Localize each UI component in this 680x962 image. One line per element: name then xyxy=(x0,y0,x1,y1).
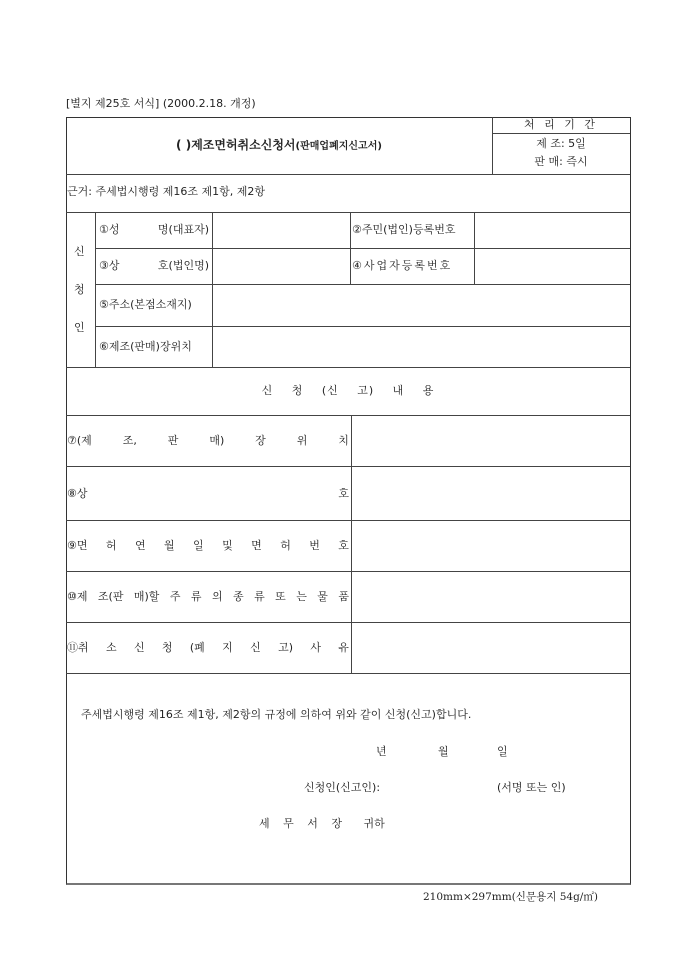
content-row-label-token: 또 xyxy=(275,590,286,603)
applicant-label-3: 인 xyxy=(74,321,85,334)
address-input[interactable] xyxy=(213,285,629,325)
content-row-label-token: 주 xyxy=(169,590,181,603)
paper-spec: 210mm×297mm(신문용지 54g/㎡) xyxy=(423,891,598,903)
content-row-label-token: 매) xyxy=(209,434,225,447)
form-title xyxy=(66,138,492,154)
addressee-suffix: 귀하 xyxy=(363,817,385,830)
content-row-label-token: ⑪취 xyxy=(67,641,89,654)
content-row-label-token: 허 xyxy=(280,539,291,552)
processing-period-sale: 판 매: 즉시 xyxy=(534,155,588,168)
name-field-label xyxy=(99,223,209,237)
content-row-label-token: 월 xyxy=(164,539,175,552)
form-number-note: [별지 제25호 서식] (2000.2.18. 개정) xyxy=(66,97,256,110)
content-row-label-token: 매)할 xyxy=(133,590,160,603)
content-row-label-token: 신 xyxy=(133,641,145,654)
content-row-label-token: 종 xyxy=(233,590,244,603)
content-row-label-token: 류 xyxy=(190,590,202,603)
trade-name-label-right: 호(법인명) xyxy=(157,259,209,272)
biz-no-label: ④사업자등록번호 xyxy=(352,259,453,272)
content-row-label-token: 및 xyxy=(222,539,233,552)
content-row-label-token: 면 xyxy=(251,539,262,552)
content-row-label-token: 호 xyxy=(338,487,349,500)
content-row-label-token: 허 xyxy=(105,539,117,552)
content-row-label-token: 고) xyxy=(278,641,293,654)
content-row-label-token: 청 xyxy=(161,641,173,654)
content-row-label xyxy=(67,590,349,604)
trade-name-label-left: 상 xyxy=(108,259,120,272)
trade-name-num: ③ xyxy=(99,259,109,272)
content-row-label-token: 치 xyxy=(338,434,349,447)
reg-no-input[interactable] xyxy=(475,213,629,247)
location-content-input[interactable] xyxy=(352,416,629,465)
content-row-label-token: 장 xyxy=(255,434,266,447)
license-date-number-input[interactable] xyxy=(352,521,629,570)
form-title-main: ( )제조면허취소신청서 xyxy=(176,138,296,152)
reg-no-label: ②주민(법인)등록번호 xyxy=(352,223,456,236)
content-row-label xyxy=(67,539,349,553)
content-row-label-token: 연 xyxy=(134,539,146,552)
biz-no-input[interactable] xyxy=(475,249,629,283)
trade-name-field-label xyxy=(99,259,209,273)
name-input[interactable] xyxy=(213,213,349,247)
content-row-label-token: 조, xyxy=(122,434,137,447)
form-title-sub: (판매업폐지신고서) xyxy=(295,141,382,152)
content-row-label-token: 지 xyxy=(222,641,233,654)
content-row-label-token: ⑨면 xyxy=(67,539,88,552)
trade-name-content-input[interactable] xyxy=(352,467,629,519)
applicant-label-2: 청 xyxy=(74,283,85,296)
signer-label: 신청인(신고인): xyxy=(304,781,381,794)
declaration-text: 주세법시행령 제16조 제1항, 제2항의 규정에 의하여 위와 같이 신청(신고)합니다. xyxy=(81,708,472,721)
content-row-label-token: 물 xyxy=(317,590,328,603)
content-row-label-token: 일 xyxy=(193,539,204,552)
content-row-label-token: ⑧상 xyxy=(67,487,88,500)
liquor-type-input[interactable] xyxy=(352,572,629,621)
cancel-reason-input[interactable] xyxy=(352,623,629,672)
content-row-label-token: 판 xyxy=(167,434,179,447)
date-day: 일 xyxy=(497,745,508,758)
content-row-label-token: 의 xyxy=(211,590,223,603)
content-row-label-token: 호 xyxy=(338,539,349,552)
content-row-label-token: 위 xyxy=(296,434,308,447)
tax-office-head: 세 무 서 장 xyxy=(259,817,344,830)
address-label: ⑤주소(본점소재지) xyxy=(99,298,192,311)
content-row-label-token: 류 xyxy=(254,590,265,603)
name-field-num: ① xyxy=(99,223,109,236)
applicant-label-1: 신 xyxy=(74,245,85,258)
content-heading: 신 청 (신 고) 내 용 xyxy=(261,384,435,397)
content-row-label-token: 는 xyxy=(296,590,307,603)
legal-basis: 근거: 주세법시행령 제16조 제1항, 제2항 xyxy=(67,185,265,198)
date-month: 월 xyxy=(438,745,449,758)
content-row-label-token: ⑦(제 xyxy=(67,434,92,447)
content-row-label-token: 사 xyxy=(310,641,321,654)
content-row-label-token: 신 xyxy=(250,641,261,654)
trade-name-input[interactable] xyxy=(213,249,349,283)
name-field-label-right: 명(대표자) xyxy=(157,223,209,236)
name-field-label-left: 성 xyxy=(108,223,120,236)
processing-period-manufacture: 제 조: 5일 xyxy=(536,137,586,150)
content-row-label-token: 유 xyxy=(338,641,349,654)
content-row-label-token: (폐 xyxy=(189,641,205,654)
content-row-label xyxy=(67,487,349,501)
location-input[interactable] xyxy=(213,327,629,366)
processing-period-heading: 처 리 기 간 xyxy=(524,118,598,131)
addressee xyxy=(259,817,385,831)
content-row-label-token: 품 xyxy=(338,590,349,603)
content-row-label-token: 번 xyxy=(309,539,320,552)
content-row-label xyxy=(67,434,349,448)
location-label: ⑥제조(판매)장위치 xyxy=(99,340,192,353)
content-row-label-token: 조(판 xyxy=(97,590,124,603)
content-row-label-token: ⑩제 xyxy=(67,590,88,603)
sign-hint: (서명 또는 인) xyxy=(497,781,566,794)
content-row-label-token: 소 xyxy=(105,641,117,654)
content-row-label xyxy=(67,641,349,655)
date-year: 년 xyxy=(376,745,387,758)
